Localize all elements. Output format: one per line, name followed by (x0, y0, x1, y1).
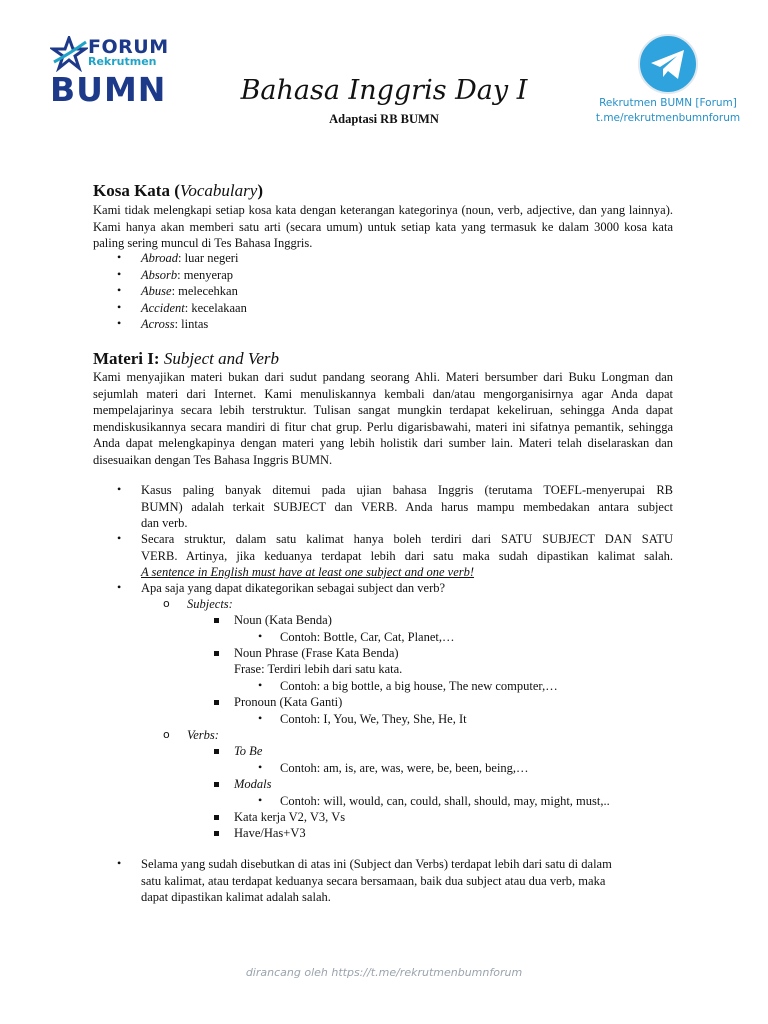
noun-phrase-desc: Frase: Terdiri lebih dari satu kata. (234, 662, 403, 676)
bullet-categories-question: Apa saja yang dapat dikategorikan sebagai subject dan verb? (141, 581, 446, 595)
verbs-label: Verbs: (187, 728, 219, 742)
logo-bumn-text: BUMN (50, 70, 167, 109)
noun-item: Noun (Kata Benda) (234, 613, 332, 627)
list-item: Absorb: menyerap (141, 268, 234, 282)
to-be-item: To Be (234, 744, 263, 758)
list-item: Across: lintas (141, 317, 209, 331)
noun-phrase-example: Contoh: a big bottle, a big house, The new computer,… (280, 679, 558, 693)
modals-item: Modals (234, 777, 272, 791)
vocab-heading: Kosa Kata (Vocabulary) (93, 181, 263, 200)
kata-kerja-item: Kata kerja V2, V3, Vs (234, 810, 346, 824)
bullet-structure-rule: Secara struktur, dalam satu kalimat hanya boleh terdiri dari SATU SUBJECT DAN SATU VERB. Artinya, jika keduanya terdapat lebih dari satu maka sudah dipastikan kalimat salah. A sentence in English must have at least one subject and one verb! (141, 532, 673, 580)
telegram-label: Rekrutmen BUMN [Forum] (599, 97, 737, 109)
subjects-label: Subjects: (187, 597, 233, 611)
telegram-link[interactable]: t.me/rekrutmenbumnforum (595, 112, 741, 124)
page-subtitle: Adaptasi RB BUMN (329, 112, 439, 126)
vocab-intro: Kami tidak melengkapi setiap kosa kata dengan keterangan kategorinya (noun, verb, adjective, dan yang lainnya). Kami hanya akan memberi satu arti (secara umum) untuk setiap kata yang termasuk ke dalam 3000 kosa kata paling sering muncul di Tes Bahasa Inggris. (93, 203, 673, 251)
noun-phrase-item: Noun Phrase (Frase Kata Benda) (234, 646, 399, 660)
bullet-subject-verb-case: Kasus paling banyak ditemui pada ujian bahasa Inggris (terutama TOEFL-menyerupai RB BUMN) adalah terkait SUBJECT dan VERB. Anda harus mampu membedakan antara subject dan verb. (141, 483, 673, 531)
pronoun-example: Contoh: I, You, We, They, She, He, It (280, 712, 467, 726)
bullet-conclusion: Selama yang sudah disebutkan di atas ini (Subject dan Verbs) terdapat lebih dari satu di dalam satu kalimat, atau terdapat keduanya secara bersamaan, baik dua subject atau dua verb, maka dapat dipastikan kalimat adalah salah. (141, 857, 612, 905)
list-item: Accident: kecelakaan (141, 301, 247, 315)
list-item: Abuse: melecehkan (141, 284, 238, 298)
list-item: Abroad: luar negeri (141, 251, 239, 265)
to-be-example: Contoh: am, is, are, was, were, be, been, being,… (280, 761, 529, 775)
materi-heading: Materi I: Subject and Verb (93, 349, 280, 368)
logo-forum-text: FORUM (88, 36, 169, 58)
logo-rekrutmen-text: Rekrutmen (88, 55, 157, 68)
materi-intro: Kami menyajikan materi bukan dari sudut pandang seorang Ahli. Materi bersumber dari Buku Longman dan sejumlah materi dari Internet. Kami menuliskannya kembali dan/atau mengorganisirnya agar Anda dapat mempelajarinya secara lebih terstruktur. Tulisan sangat mungkin terdapat kekeliruan, sehingga Anda dapat mendiskusikannya secara mandiri di fitur chat grup. Perlu digarisbawahi, materi ini sifatnya pemantik, sehingga Anda dapat melengkapinya dengan materi yang lebih holistik dari sumber lain. Materi telah diselaraskan dan disesuaikan dengan Tes Bahasa Inggris BUMN. (93, 370, 673, 467)
have-has-item: Have/Has+V3 (234, 826, 306, 840)
telegram-info[interactable] (590, 96, 746, 126)
page-title: Bahasa Inggris Day I (240, 75, 528, 106)
noun-example: Contoh: Bottle, Car, Cat, Planet,… (280, 630, 455, 644)
modals-example: Contoh: will, would, can, could, shall, should, may, might, must,.. (280, 794, 610, 808)
pronoun-item: Pronoun (Kata Ganti) (234, 695, 343, 709)
star-logo-icon (50, 36, 88, 72)
telegram-icon[interactable] (637, 33, 699, 95)
footer-credit: dirancang oleh https://t.me/rekrutmenbumnforum (245, 966, 523, 979)
